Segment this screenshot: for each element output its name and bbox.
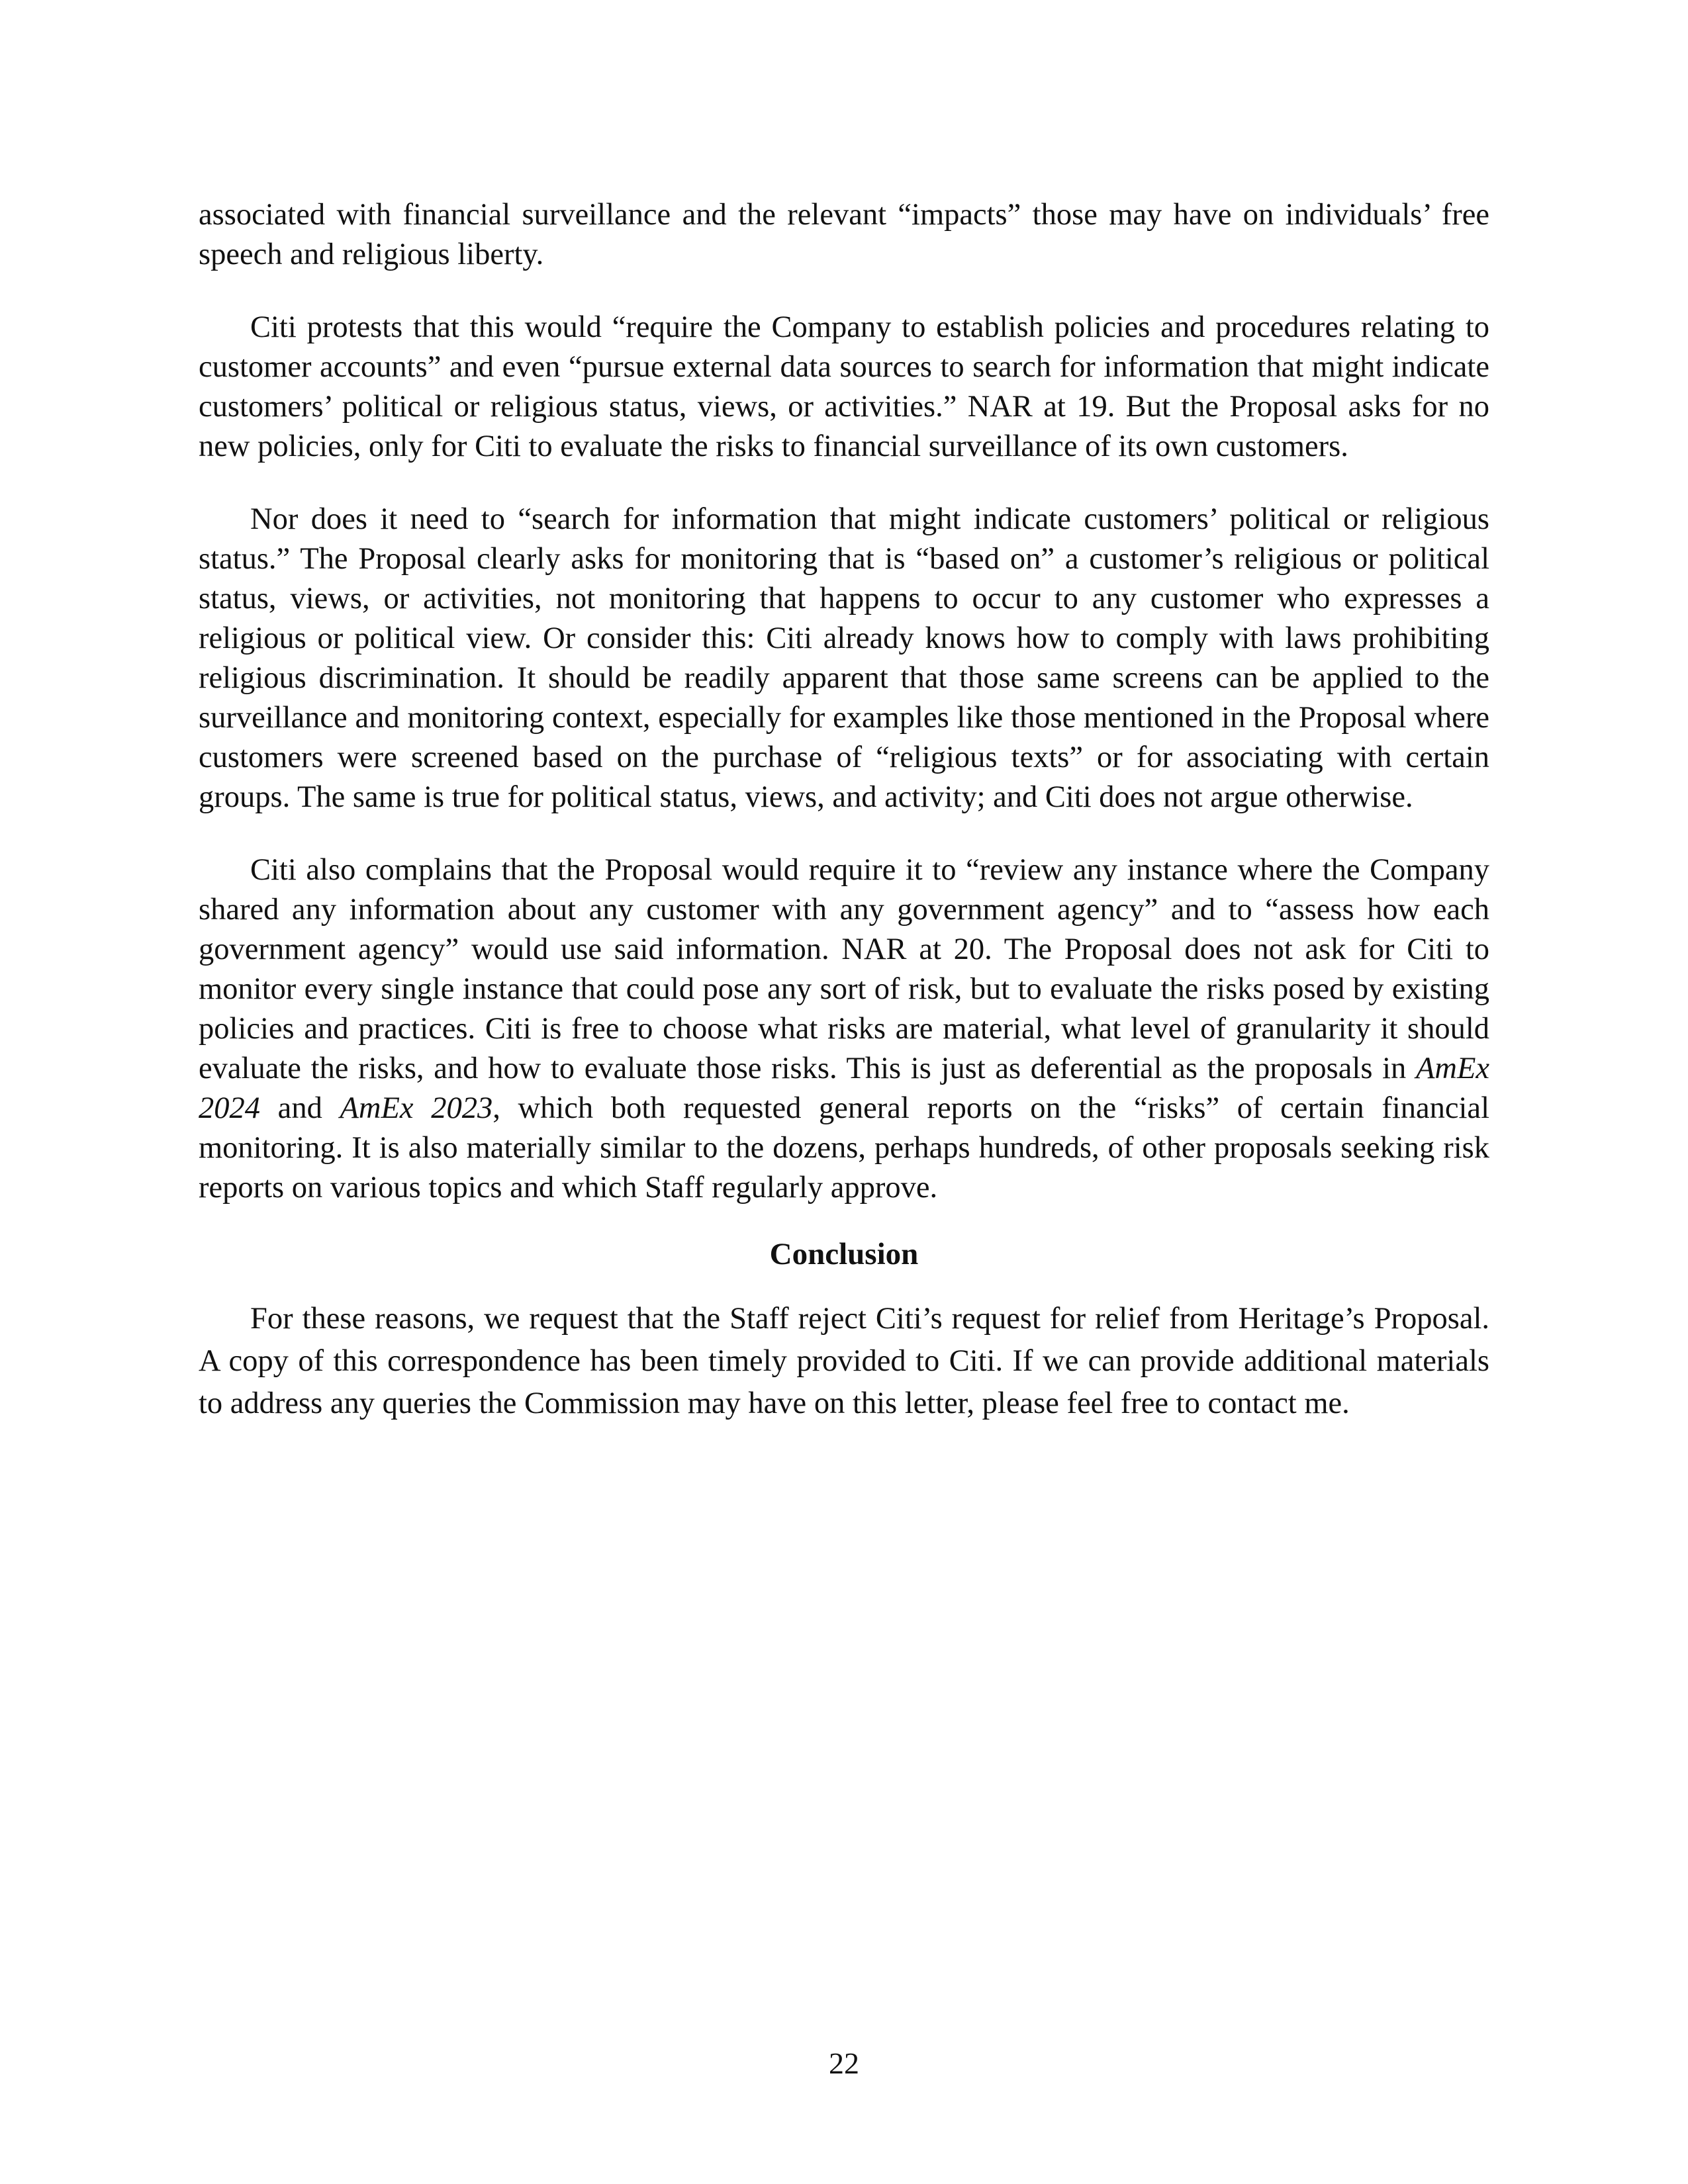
section-heading-conclusion: Conclusion xyxy=(769,1237,919,1271)
paragraph-conclusion: For these reasons, we request that the Staff reject Citi’s request for relief from Heritage’s Proposal. A copy of this correspondence has been timely provided to Citi. If we can provide additional materials to address any queries the Commission may have on this letter, please feel free to contact me. xyxy=(199,1302,1489,1420)
case-citation-amex-2023: AmEx 2023 xyxy=(340,1091,493,1125)
case-citation-amex-2024: AmEx 2024 xyxy=(199,1052,1489,1125)
paragraph-citi-complains xyxy=(199,850,1489,1208)
paragraph-citi-protests: Citi protests that this would “require the Company to establish policies and procedures relating to customer accounts” and even “pursue external data sources to search for information that might indicate customers’ political or religious status, views, or activities.” NAR at 19. But the Proposal asks for no new policies, only for Citi to evaluate the risks to financial surveillance of its own customers. xyxy=(199,310,1489,463)
paragraph-search-information: Nor does it need to “search for information that might indicate customers’ political or religious status.” The Proposal clearly asks for monitoring that is “based on” a customer’s religious or political status, views, or activities, not monitoring that happens to occur to any customer who expresses a religious or political view. Or consider this: Citi already knows how to comply with laws prohibiting religious discrimination. It should be readily apparent that those same screens can be applied to the surveillance and monitoring context, especially for examples like those mentioned in the Proposal where customers were screened based on the purchase of “religious texts” or for associating with certain groups. The same is true for political status, views, and activity; and Citi does not argue otherwise. xyxy=(199,502,1489,814)
paragraph-text: , which both requested general reports on the “risks” of certain financial monitoring. It is also materially similar to the dozens, perhaps hundreds, of other proposals seeking risk reports on various topics and which Staff regularly approve. xyxy=(199,1091,1489,1205)
paragraph-text: Citi also complains that the Proposal would require it to “review any instance where the Company shared any information about any customer with any government agency” and to “assess how each government agency” would use said information. NAR at 20. The Proposal does not ask for Citi to monitor every single instance that could pose any sort of risk, but to evaluate the risks posed by existing policies and practices. Citi is free to choose what risks are material, what level of granularity it should evaluate the risks, and how to evaluate those risks. This is just as deferential as the proposals in xyxy=(199,853,1489,1085)
page-number: 22 xyxy=(829,2046,859,2080)
document-body xyxy=(199,195,1489,1425)
paragraph-continuation: associated with financial surveillance and the relevant “impacts” those may have on individuals’ free speech and religious liberty. xyxy=(199,198,1489,271)
paragraph-text: and xyxy=(260,1091,340,1125)
